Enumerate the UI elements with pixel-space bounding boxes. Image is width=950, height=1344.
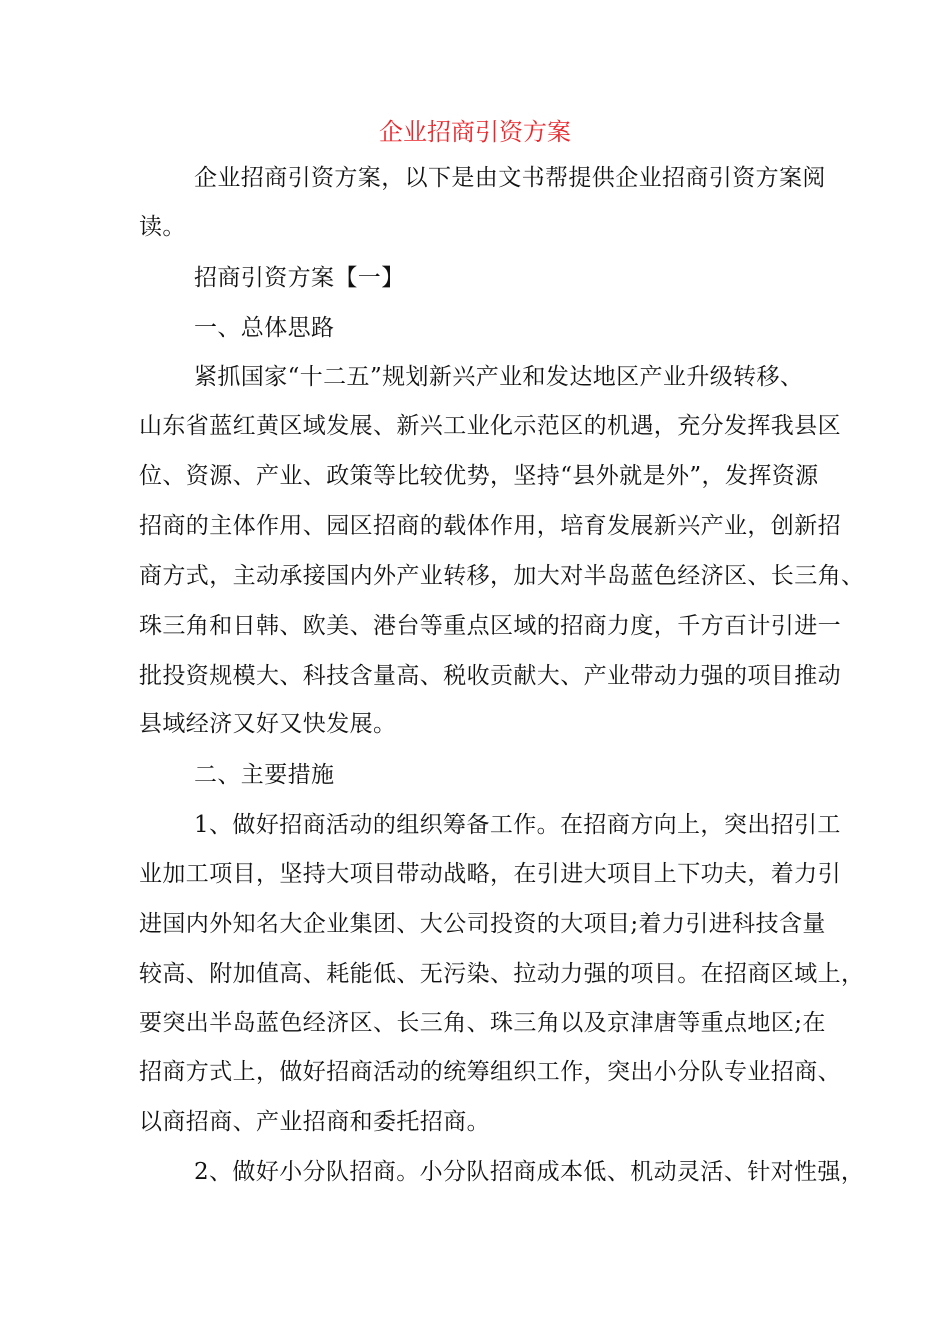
paragraph-line: 批投资规模大、科技含量高、税收贡献大、产业带动力强的项目推动 — [139, 663, 841, 689]
paragraph-line: 紧抓国家“十二五”规划新兴产业和发达地区产业升级转移、 — [194, 364, 804, 390]
paragraph-line: 商方式，主动承接国内外产业转移，加大对半岛蓝色经济区、长三角、 — [139, 563, 865, 589]
paragraph-line: 要突出半岛蓝色经济区、长三角、珠三角以及京津唐等重点地区;在 — [139, 1010, 826, 1036]
document-title: 企业招商引资方案 — [379, 118, 571, 146]
paragraph-line: 较高、附加值高、耗能低、无污染、拉动力强的项目。在招商区域上， — [139, 961, 865, 987]
paragraph-line: 招商方式上，做好招商活动的统筹组织工作，突出小分队专业招商、 — [139, 1059, 841, 1085]
section-heading: 一、总体思路 — [194, 315, 335, 341]
paragraph-line: 业加工项目，坚持大项目带动战略，在引进大项目上下功夫，着力引 — [139, 861, 841, 887]
paragraph-line: 以商招商、产业招商和委托招商。 — [139, 1109, 490, 1135]
paragraph-line: 位、资源、产业、政策等比较优势，坚持“县外就是外”，发挥资源 — [139, 463, 819, 489]
paragraph-line: 珠三角和日韩、欧美、港台等重点区域的招商力度，千方百计引进一 — [139, 613, 841, 639]
paragraph-line: 县域经济又好又快发展。 — [139, 711, 397, 737]
paragraph-line: 进国内外知名大企业集团、大公司投资的大项目;着力引进科技含量 — [139, 911, 826, 937]
paragraph-line: 1、做好招商活动的组织筹备工作。在招商方向上，突出招引工 — [194, 812, 841, 838]
paragraph-line: 招商的主体作用、园区招商的载体作用，培育发展新兴产业，创新招 — [139, 513, 841, 539]
paragraph-line: 读。 — [139, 214, 186, 240]
section-heading: 二、主要措施 — [194, 762, 335, 788]
paragraph-line: 企业招商引资方案，以下是由文书帮提供企业招商引资方案阅 — [194, 165, 826, 191]
section-heading: 招商引资方案【一】 — [194, 265, 405, 291]
paragraph-line: 山东省蓝红黄区域发展、新兴工业化示范区的机遇，充分发挥我县区 — [139, 413, 841, 439]
paragraph-line: 2、做好小分队招商。小分队招商成本低、机动灵活、针对性强， — [194, 1159, 865, 1185]
